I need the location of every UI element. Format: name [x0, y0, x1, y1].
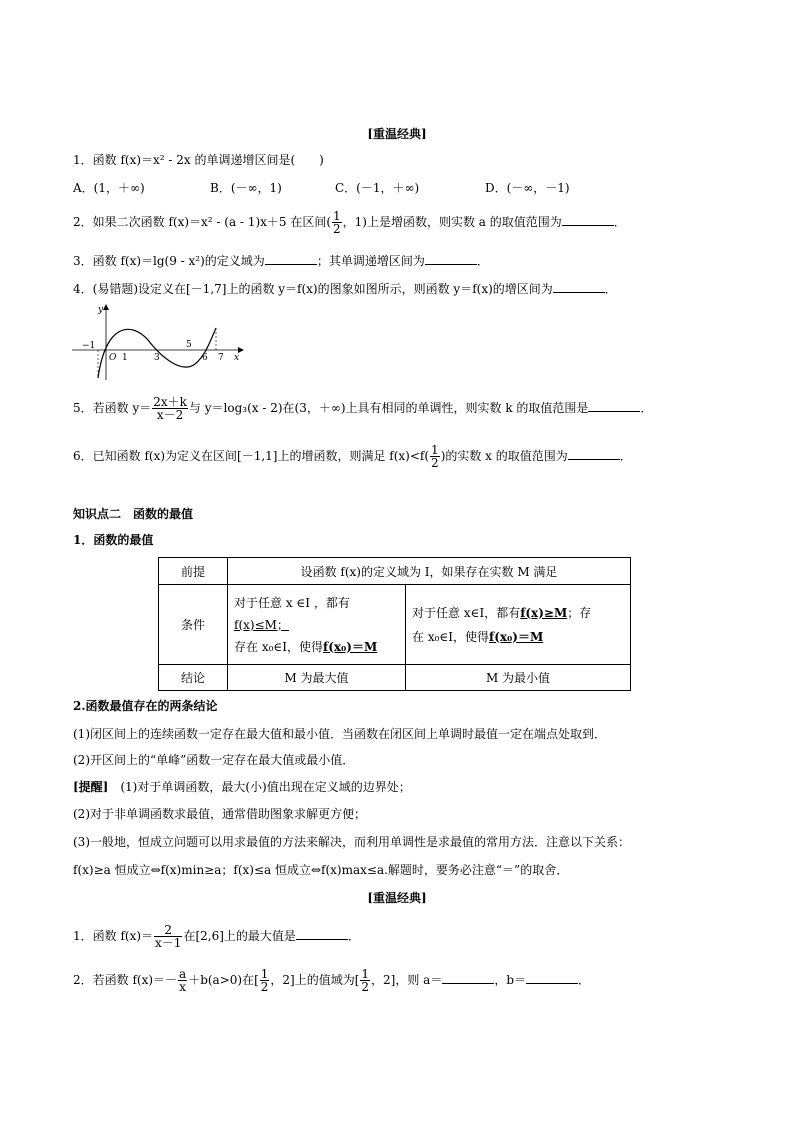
fraction: $\frac{1}{2}$ — [333, 209, 341, 236]
tick-5: 5 — [186, 340, 192, 350]
x-axis-label: x — [234, 353, 240, 363]
fraction: $\frac{2x+k}{x-2}$ — [153, 395, 187, 422]
table-cell-max: M 为最大值 — [228, 665, 406, 691]
question-6: 6．已知函数 f(x)为定义在区间[－1,1]上的增函数，则满足 f(x)<f( $\frac{1}{2}$ )的实数 x 的取值范围为 ． — [73, 443, 632, 470]
table-cell-premise-text: 设函数 f(x)的定义域为 I，如果存在实数 M 满足 — [228, 558, 631, 585]
fraction: $\frac{1}{2}$ — [431, 443, 439, 470]
table-cell-min-condition: 对于任意 x∈I，都有f(x)≥M；存 在 x₀∈I，使得f(x₀)＝M — [406, 585, 631, 665]
answer-blank[interactable] — [553, 280, 605, 293]
conclusion-2: (2)开区间上的“单峰”函数一定存在最大值或最小值． — [73, 753, 355, 767]
conclusion-1: (1)闭区间上的连续函数一定存在最大值和最小值．当函数在闭区间上单调时最值一定在端点处取到． — [73, 727, 607, 741]
question-4: 4．(易错题)设定义在[－1,7]上的函数 y＝f(x)的图象如图所示，则函数 y＝f(x)的增区间为 ． — [73, 282, 617, 296]
tip-line-4: f(x)≥a 恒成立⇔f(x)min≥a；f(x)≤a 恒成立⇔f(x)max≤a.解题时，要务必注意“＝”的取舍． — [73, 863, 569, 877]
answer-blank[interactable] — [296, 927, 348, 940]
tip-line-3: (3)一般地，恒成立问题可以用求最值的方法来解决，而利用单调性是求最值的常用方法．注意以下关系： — [73, 835, 631, 849]
answer-blank[interactable] — [568, 447, 620, 460]
section-header-review-2: [重温经典] — [367, 891, 427, 905]
question-2: 2．如果二次函数 f(x)＝x² - (a - 1)x＋5 在区间( $\frac{1}{2}$ ，1)上是增函数，则实数 a 的取值范围为 ． — [73, 209, 626, 236]
y-axis-arrow — [103, 304, 109, 310]
y-axis-label: y — [98, 305, 104, 315]
review-question-2: 2．若函数 f(x)＝－ $\frac{a}{x}$ ＋b(a>0)在[ $\frac{1}{2}$ ，2]上的值域为[ $\frac{1}{2}$ ，2]，则 a＝ ，b＝ ． — [73, 967, 591, 994]
tick-3: 3 — [154, 353, 160, 363]
answer-blank[interactable] — [588, 399, 640, 412]
question-5: 5．若函数 y＝ $\frac{2x+k}{x-2}$ 与 y＝log₃(x - 2)在(3，＋∞)上具有相同的单调性，则实数 k 的取值范围是 ． — [73, 395, 653, 422]
answer-blank[interactable] — [562, 213, 614, 226]
table-cell-condition: 条件 — [159, 585, 228, 665]
fraction: $\frac{1}{2}$ — [260, 967, 269, 994]
tip-line-2: (2)对于非单调函数求最值，通常借助图象求解更方便； — [73, 807, 367, 821]
function-graph — [70, 302, 245, 382]
fraction: $\frac{1}{2}$ — [361, 967, 370, 994]
question-1: 1．函数 f(x)＝x² - 2x 的单调递增区间是( ) — [73, 153, 324, 167]
q1-option-b: B．(－∞，1) — [210, 181, 282, 195]
answer-blank-b[interactable] — [526, 971, 578, 984]
tick-neg1: −1 — [82, 341, 96, 351]
question-3: 3．函数 f(x)＝lg(9 - x²)的定义域为 ；其单调递增区间为 ． — [73, 254, 489, 268]
tick-1: 1 — [122, 353, 128, 363]
tip-line-1: [提醒] (1)对于单调函数，最大(小)值出现在定义域的边界处； — [73, 780, 411, 794]
q1-option-c: C．(－1，＋∞) — [335, 181, 420, 195]
origin-label: O — [109, 353, 117, 363]
section-header-review-1: [重温经典] — [367, 127, 427, 141]
table-cell-premise: 前提 — [159, 558, 228, 585]
fraction: $\frac{a}{x}$ — [179, 967, 187, 994]
tick-6: 6 — [202, 353, 208, 363]
answer-blank[interactable] — [265, 252, 317, 265]
knowledge-point-2-heading: 知识点二 函数的最值 — [73, 507, 194, 521]
table-cell-min: M 为最小值 — [406, 665, 631, 691]
tick-7: 7 — [218, 353, 224, 363]
table-cell-conclusion: 结论 — [159, 665, 228, 691]
subheading-conclusions: 2.函数最值存在的两条结论 — [73, 699, 218, 713]
answer-blank-a[interactable] — [442, 971, 494, 984]
extremum-table — [158, 557, 631, 691]
fraction: $\frac{2}{x-1}$ — [155, 923, 182, 950]
q1-option-d: D．(－∞，－1) — [485, 181, 570, 195]
review-question-1: 1．函数 f(x)＝ $\frac{2}{x-1}$ 在[2,6]上的最大值是 ． — [73, 923, 360, 950]
subheading-extremes: 1．函数的最值 — [73, 533, 154, 547]
table-cell-max-condition: 对于任意 x ∈I ，都有 f(x)≤M； 存在 x₀∈I，使得f(x₀)＝M — [228, 585, 406, 665]
q1-option-a: A．(1，＋∞) — [73, 181, 145, 195]
answer-blank[interactable] — [425, 252, 477, 265]
